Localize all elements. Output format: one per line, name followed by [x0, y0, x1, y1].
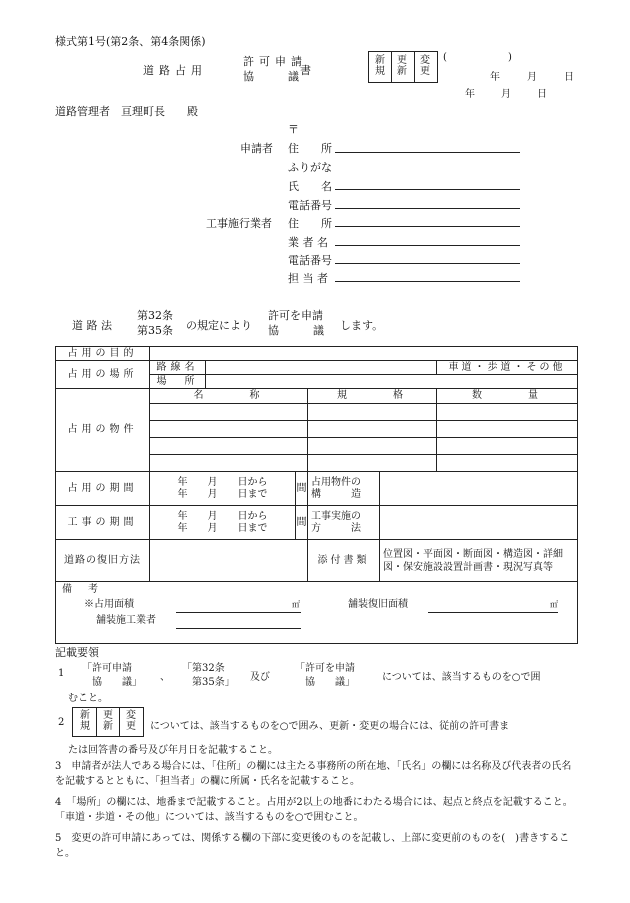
period-label: 占用の期間	[56, 472, 150, 506]
title-suffix: 書	[300, 64, 311, 77]
postal-mark: 〒	[288, 123, 299, 136]
area-field[interactable]	[176, 612, 301, 613]
road-type-options[interactable]: 車道・歩道・その他	[437, 361, 578, 375]
date-month: 月	[501, 89, 511, 100]
object-spec-cell[interactable]	[308, 404, 437, 421]
contractor-label: 工事施行業者	[206, 217, 272, 230]
attachments-label: 添付書類	[308, 540, 380, 582]
object-spec-cell[interactable]	[308, 438, 437, 455]
note1-sep: 、	[160, 672, 170, 683]
contractor-company-label: 業 者 名	[288, 236, 328, 249]
note1-quote3b: 協 議」	[295, 677, 355, 688]
paving-unit: ㎡	[550, 600, 558, 609]
route-name-label: 路線名	[150, 361, 206, 375]
title-prefix: 道路占用	[143, 64, 207, 77]
col-name-header: 名 称	[150, 389, 308, 404]
method-field[interactable]	[380, 506, 578, 540]
period-to: 年 月 日まで	[177, 488, 268, 500]
contractor-address-field[interactable]	[335, 226, 520, 227]
object-name-cell[interactable]	[150, 421, 308, 438]
note2-type-change: 変更	[126, 710, 136, 732]
statement-article-b: 第35条	[137, 324, 173, 337]
work-period-from: 年 月 日から	[177, 510, 268, 522]
note2-type-box	[72, 707, 144, 737]
work-period-to: 年 月 日まで	[177, 522, 268, 534]
statement-middle: の規定により	[186, 319, 252, 332]
object-qty-cell[interactable]	[437, 404, 578, 421]
prev-date-year: 年	[490, 72, 500, 83]
addressee: 道路管理者 亘理町長 殿	[55, 105, 198, 118]
notes-title: 記載要領	[55, 646, 99, 659]
object-qty-cell[interactable]	[437, 438, 578, 455]
prev-date-month: 月	[527, 72, 537, 83]
object-name-cell[interactable]	[150, 438, 308, 455]
method-label-a: 工事実施の	[311, 510, 361, 522]
note2-tail2: たは回答書の番号及び年月日を記載すること。	[68, 745, 278, 756]
object-qty-cell[interactable]	[437, 421, 578, 438]
purpose-field[interactable]	[150, 347, 578, 361]
note4: 4 「場所」の欄には、地番まで記載すること。占用が2以上の地番にわたる場合には、起点と終点を記載すること。「車道・歩道・その他」については、該当するものを○で囲むこと。	[55, 797, 573, 823]
note2-number: 2	[58, 717, 65, 728]
objects-label: 占用の物件	[56, 389, 150, 472]
route-name-field[interactable]	[206, 361, 437, 375]
paving-area-label: 舗装復旧面積	[348, 599, 408, 610]
title-option-a: 許可申請	[243, 55, 307, 68]
note1-quote2a: 「第32条	[182, 663, 225, 674]
period-dates[interactable]	[150, 472, 296, 506]
object-spec-cell[interactable]	[308, 421, 437, 438]
col-spec-header: 規 格	[308, 389, 437, 404]
occupancy-table	[55, 346, 578, 644]
note1-quote3a: 「許可を申請	[295, 663, 355, 674]
attachments-text: 位置図・平面図・断面図・構造図・詳細図・保安施設設置計画書・現況写真等	[380, 540, 578, 582]
applicant-name-label: 氏 名	[288, 180, 332, 193]
note1-and: 及び	[250, 672, 270, 683]
date-day: 日	[537, 89, 547, 100]
note1-number: 1	[58, 668, 65, 679]
contractor-address-label: 住 所	[288, 217, 332, 230]
applicant-address-field[interactable]	[335, 152, 520, 153]
contractor-person-field[interactable]	[335, 281, 520, 282]
object-name-cell[interactable]	[150, 404, 308, 421]
work-period-dates[interactable]	[150, 506, 296, 540]
restoration-label: 道路の復旧方法	[56, 540, 150, 582]
applicant-phone-field[interactable]	[335, 208, 520, 209]
applicant-address-label: 住 所	[288, 142, 332, 155]
applicant-furigana-label: ふりがな	[288, 161, 332, 174]
statement-request-b: 協 議	[268, 324, 328, 337]
purpose-label: 占用の目的	[56, 347, 150, 361]
note2-type-new: 新規	[80, 710, 90, 732]
note2-tail: については、該当するものを○で囲み、更新・変更の場合には、従前の許可書ま	[150, 721, 510, 732]
restoration-field[interactable]	[150, 540, 308, 582]
place-label: 場 所	[150, 375, 206, 389]
contractor-phone-label: 電話番号	[288, 254, 332, 267]
type-new[interactable]: 新規	[375, 55, 385, 77]
applicant-name-field[interactable]	[335, 189, 520, 190]
paving-contractor-field[interactable]	[176, 628, 301, 629]
note1-tail2: むこと。	[68, 693, 108, 704]
object-qty-cell[interactable]	[437, 455, 578, 472]
applicant-phone-label: 電話番号	[288, 199, 332, 212]
work-period-between: 間	[296, 506, 308, 540]
form-number: 様式第1号(第2条、第4条関係)	[55, 35, 206, 48]
structure-field[interactable]	[380, 472, 578, 506]
contractor-person-label: 担 当 者	[288, 272, 328, 285]
contractor-phone-field[interactable]	[335, 263, 520, 264]
object-spec-cell[interactable]	[308, 455, 437, 472]
place-field[interactable]	[206, 375, 578, 389]
structure-label-b: 構 造	[311, 488, 361, 500]
type-change[interactable]: 変更	[420, 55, 430, 77]
structure-label-a: 占用物件の	[311, 476, 361, 488]
area-unit: ㎡	[292, 600, 300, 609]
note1-tail: については、該当するものを○で囲	[382, 672, 541, 683]
contractor-company-field[interactable]	[335, 245, 520, 246]
statement-law: 道 路 法	[72, 319, 112, 332]
paving-contractor-label: 舗装施工業者	[96, 615, 156, 626]
object-name-cell[interactable]	[150, 455, 308, 472]
area-label: ※占用面積	[84, 599, 134, 610]
type-renewal[interactable]: 更新	[397, 55, 407, 77]
paren-open: (	[443, 52, 447, 63]
statement-end: します。	[340, 319, 384, 332]
work-period-label: 工事の期間	[56, 506, 150, 540]
date-year: 年	[465, 89, 475, 100]
application-type-box	[368, 51, 438, 83]
structure-label	[308, 472, 380, 506]
method-label	[308, 506, 380, 540]
statement-article-a: 第32条	[137, 309, 173, 322]
note1-quote1b: 協 議」	[82, 677, 142, 688]
note5: 5 変更の許可申請にあっては、関係する欄の下部に変更後のものを記載し、上部に変更前のものを( )書きすること。	[55, 833, 570, 859]
remarks-label: 備 考	[62, 584, 101, 595]
title-option-b: 協 議	[243, 70, 303, 83]
note1-quote1a: 「許可申請	[82, 663, 132, 674]
applicant-label: 申請者	[240, 142, 273, 155]
remarks-cell[interactable]	[56, 582, 578, 644]
col-qty-header: 数 量	[437, 389, 578, 404]
paving-area-field[interactable]	[428, 612, 558, 613]
location-label: 占用の場所	[56, 361, 150, 389]
statement-request-a: 許可を申請	[268, 309, 323, 322]
note2-type-renewal: 更新	[103, 710, 113, 732]
note1-quote2b: 第35条」	[182, 677, 235, 688]
method-label-b: 方 法	[311, 522, 361, 534]
period-between: 間	[296, 472, 308, 506]
paren-close: )	[508, 52, 512, 63]
note3: 3 申請者が法人である場合には、「住所」の欄には主たる事務所の所在地、「氏名」の欄には名称及び代表者の氏名を記載するとともに、「担当者」の欄に所属・氏名を記載すること。	[55, 761, 572, 787]
prev-date-day: 日	[564, 72, 574, 83]
period-from: 年 月 日から	[177, 476, 268, 488]
